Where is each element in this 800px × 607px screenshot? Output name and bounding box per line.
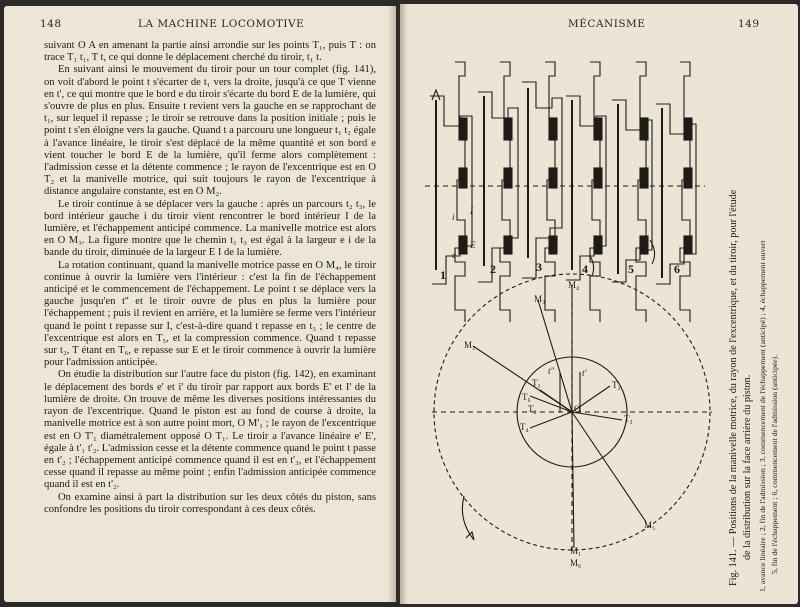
- figure-caption-main-cont: de la distribution sur la face arrière du piston.: [742, 374, 753, 560]
- circle-label: t': [582, 368, 587, 378]
- right-running-head: MÉCANISME: [568, 18, 646, 30]
- circle-label: M₄: [568, 280, 580, 290]
- circle-label: T₅: [528, 404, 537, 414]
- valve-position-5: [612, 62, 652, 322]
- valve-label: 3: [536, 260, 542, 274]
- valve-position-2: [478, 62, 518, 322]
- circle-label: t'': [548, 366, 555, 376]
- valve-label: 4: [582, 262, 588, 276]
- circle-label: M₃: [534, 294, 546, 304]
- circle-label: T₂: [612, 380, 621, 390]
- crank-ray-M1: [572, 412, 574, 548]
- paragraph: Le tiroir continue à se déplacer vers la gauche : après un parcours t₂ t₃, le bord intérieur gauche i du tiroir vient rencontrer le bord intérieur I de la lumière, et l'échappement anticipé commence. La manivelle motrice est alors en O M₃. La figure montre que le chemin t₁ t₃ est égal à la largeur e i de la bande du tiroir, diminuée de la largeur E I de la lumière.: [44, 198, 376, 259]
- eccentric-ray-T4: [530, 412, 572, 428]
- flow-arrow: [650, 240, 655, 264]
- paragraph: La rotation continuant, quand la manivelle motrice passe en O M₄, le tiroir continue à ouvrir la lumière vers l'intérieur : c'est la fin de l'échappement anticipé et le commencement de l'échappement. Le point t se déplace vers la gauche jusqu'en t'' et le tiroir ouvre de plus en plus la lumière pour l'échappement ; puis il revient en arrière, et la lumière se ferme vers l'intérieur quand le point t repasse sur I, c'est-à-dire quand t repasse en t₃ ; le centre de l'excentrique est alors en T₅, et la compression commence. Quand t repasse sur t₂, T étant en T₆, e repasse sur E et le tiroir commence à ouvrir la lumière pour l'admission anticipée.: [44, 259, 376, 369]
- port-label: E: [470, 240, 476, 250]
- flow-arrow: [432, 90, 440, 100]
- figure-caption-legend: 1, avance linéaire ; 2, fin de l'admission ; 3, commencement de l'échappement (anticipé) ; 4, échappement ouvert: [758, 240, 767, 592]
- paragraph: On examine ainsi à part la distribution sur les deux côtés du piston, sans confondre les positions du tiroir correspondant à ces deux côtés.: [44, 491, 376, 515]
- left-running-head: LA MACHINE LOCOMOTIVE: [138, 18, 305, 30]
- circle-label: M₁: [570, 546, 582, 556]
- valve-position-1: [430, 62, 472, 322]
- valve-label: 6: [674, 262, 680, 276]
- circle-label: M₅: [644, 520, 656, 530]
- port-label: I: [470, 206, 473, 216]
- port-label: e: [452, 250, 456, 260]
- valve-diagrams: [425, 62, 705, 322]
- valve-label: 5: [628, 262, 634, 276]
- valve-position-3: [522, 62, 562, 322]
- paragraph: suivant O A en amenant la partie ainsi arrondie sur les points T₁, puis T : on trace T₁ t₁, T t, ce qui donne le déplacement cherché du tiroir, t₁ t.: [44, 40, 376, 64]
- circle-label: M₂: [464, 340, 476, 350]
- left-page-number: 148: [40, 18, 62, 30]
- right-page-number: 149: [738, 18, 760, 30]
- circle-label: T₃: [624, 414, 633, 424]
- paragraph: On étudie la distribution sur l'autre face du piston (fig. 142), en examinant le déplacement des bords e' et i' du tiroir par rapport aux bords E' et I' de la lumière de droite. On trouve de même les diverses positions intéressantes du rayon de l'excentrique. Quand le piston est au fond de course à droite, la manivelle motrice est à son autre point mort, O M'₁ ; le rayon de l'excentrique est en O T'₁ diamétralement opposé O T₁. Le tiroir a l'avance linéaire e' E', égale à t'₁ t'₂. L'admission cesse et la détente commence quand le point t passe en t'₂ ; l'échappement anticipé commence quand il est en t'₃, et l'échappement cesse quand il repasse au même point ; enfin l'admission anticipée commence quand il est en t'₂.: [44, 369, 376, 491]
- valve-position-6: [656, 62, 696, 322]
- eccentric-ray-T6: [540, 390, 572, 412]
- circle-diagram: [432, 274, 712, 552]
- circle-label: M₆: [570, 558, 582, 568]
- circle-label: O: [574, 404, 581, 414]
- figure-caption-main: Fig. 141. — Positions de la manivelle motrice, du rayon de l'excentrique, et du tiroir, pour l'étude: [728, 189, 739, 586]
- valve-label: 2: [490, 262, 496, 276]
- circle-label: T₄: [520, 422, 529, 432]
- circle-label: T₁: [532, 378, 541, 388]
- crank-ray-M5: [572, 412, 646, 522]
- port-label: i: [452, 212, 455, 222]
- paragraph: En suivant ainsi le mouvement du tiroir pour un tour complet (fig. 141), on voit d'abord le point t s'écarter de t₁ vers la droite, jusqu'à ce que T vienne en t', ce qui montre que le bord e du tiroir s'écarte du bord E de la lumière, qui s'ouvre de plus en plus. Ensuite t revient vers la gauche en se rapprochant de t₁, sur lequel il repasse ; le tiroir se retrouve dans la position initiale ; puis le point t s'en éloigne vers la gauche. Quand t a parcouru une longueur t₁ t₂ égale à l'avance linéaire, le tiroir s'est déplacé de la même quantité et son bord e vient toucher le bord E de la lumière, qu'il ferme alors complètement : l'admission cesse et la détente commence ; le rayon de l'excentrique est en O T₂ et la manivelle motrice, qui suit toujours le rayon de l'excentrique à distance angulaire constante, est en O M₂.: [44, 64, 376, 198]
- figure-caption-legend-cont: 5, fin de l'échappement ; 6, commencement de l'admission (anticipée).: [770, 354, 779, 574]
- valve-label: 1: [440, 268, 446, 282]
- circle-label: T₆: [522, 392, 531, 402]
